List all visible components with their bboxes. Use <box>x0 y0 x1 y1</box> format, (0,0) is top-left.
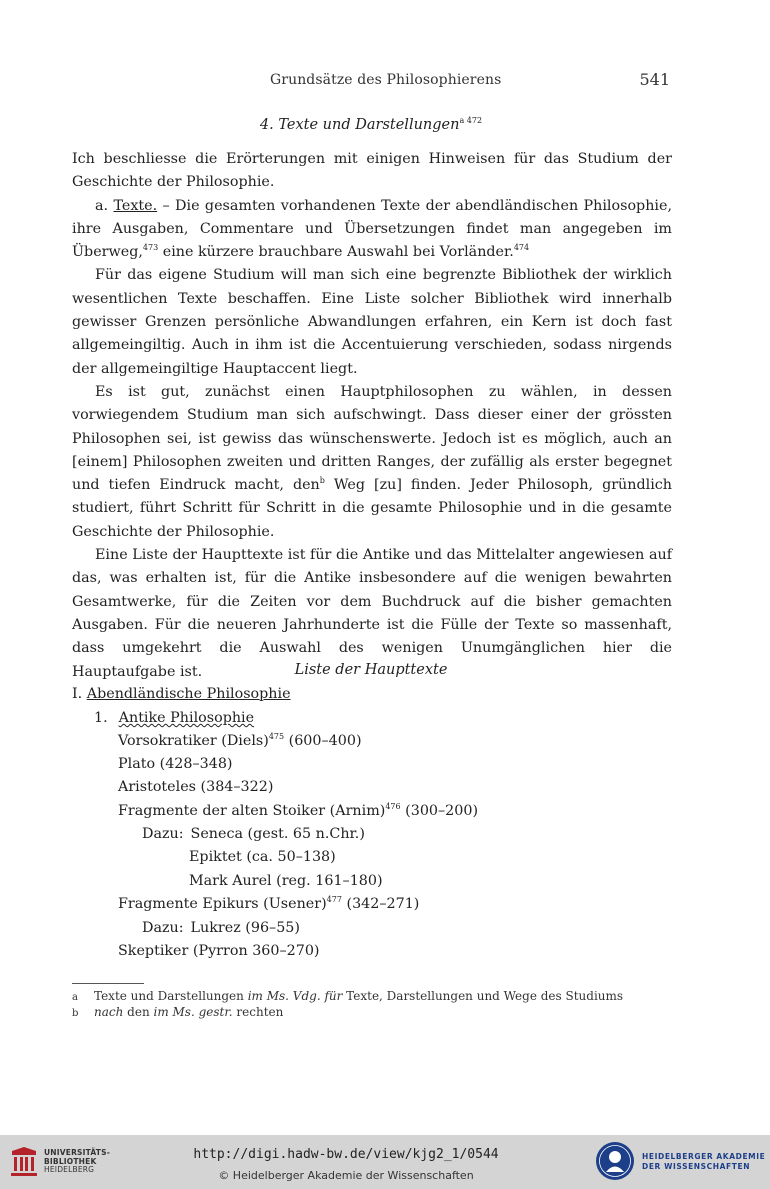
permalink-url[interactable]: http://digi.hadw-bw.de/view/kjg2_1/0544 <box>193 1147 499 1162</box>
paragraph-2-text-a: – Die gesamten vorhandenen Texte der abendländischen Philosophie, ihre Ausgaben, Commentare und Übersetzungen findet man angegeben im Überweg, <box>72 197 672 261</box>
paragraph-4 <box>72 381 672 544</box>
list-item-text: Vorsokratiker (Diels) <box>118 733 269 749</box>
list-item: Epiktet (ca. 50–138) <box>189 849 336 865</box>
footnote-text: rechten <box>232 1005 284 1019</box>
paragraph-3: Für das eigene Studium will man sich eine begrenzte Bibliothek der wirklich wesentlichen Texte beschaffen. Eine Liste solcher Bibliothek wird innerhalb gewisser Grenzen persönliche Abwandlungen erfahren, ein Kern ist doch fast allgemeingiltig. Auch in ihm ist die Accentuierung verschieden, sodass nirgends der allgemeingiltige Hauptaccent liegt. <box>72 267 672 377</box>
running-head: Grundsätze des Philosophierens <box>270 72 502 88</box>
footnote-text: Texte und Darstellungen <box>94 989 248 1003</box>
paragraph-2-text-b: eine kürzere brauchbare Auswahl bei Vorländer. <box>158 244 514 261</box>
list-item: Mark Aurel (reg. 161–180) <box>189 873 383 889</box>
endnote-ref-474: 474 <box>513 243 530 253</box>
library-name-line: BIBLIOTHEK <box>44 1156 97 1166</box>
library-name-line: UNIVERSITÄTS- <box>44 1148 111 1157</box>
footnote-text: Texte, Darstellungen und Wege des Studiums <box>342 989 624 1003</box>
library-name-line: HEIDELBERG <box>44 1165 95 1174</box>
academy-name-line: DER WISSENSCHAFTEN <box>642 1162 751 1171</box>
list-item <box>142 826 365 842</box>
paragraph-4-text-a: Es ist gut, zunächst einen Hauptphilosophen zu wählen, in dessen vorwiegendem Studium man sich aufschwingt. Dass dieser einer der grössten Philosophen sei, ist gewiss das wünschenswerte. Jedoch ist es möglich, auch an [einem] Philosophen zweiten und dritten Ranges, der zufällig als erster begegnet und tiefen Eindruck macht, den <box>72 383 672 494</box>
list-item: Aristoteles (384–322) <box>118 779 274 795</box>
endnote-ref-476: 476 <box>385 802 401 812</box>
underlined-heading-texte: Texte. <box>113 197 158 214</box>
body-text <box>72 148 672 684</box>
footnote-b <box>72 1005 283 1019</box>
endnote-ref-475: 475 <box>268 732 285 742</box>
footnote-text: den <box>123 1005 154 1019</box>
list-title: Liste der Haupttexte <box>294 662 448 678</box>
footnote-a <box>72 989 623 1003</box>
list-item-dates: (600–400) <box>284 733 362 749</box>
list-item-text: Fragmente Epikurs (Usener) <box>118 896 327 912</box>
list-item-label: Dazu: <box>142 920 184 936</box>
paragraph-2-prefix: a. <box>95 197 114 214</box>
list-heading-level-1 <box>72 686 291 702</box>
footnote-editorial: nach <box>94 1005 124 1019</box>
list-heading-level-2 <box>94 710 254 726</box>
list-item-dates: (300–200) <box>400 803 479 819</box>
footnote-mark: a <box>72 992 78 1003</box>
list-subheading-number: 1. <box>94 710 108 726</box>
page-number: 541 <box>639 70 670 89</box>
endnote-ref-473: 473 <box>142 243 159 253</box>
list-item <box>118 733 362 749</box>
list-item: Skeptiker (Pyrron 360–270) <box>118 943 320 959</box>
academy-seal-icon[interactable] <box>595 1141 635 1181</box>
footnote-divider <box>72 983 144 984</box>
list-item <box>118 803 478 819</box>
list-item: Plato (428–348) <box>118 756 233 772</box>
paragraph-4-text-b: Weg [zu] finden. Jeder Philosoph, gründlich studiert, führt Schritt für Schritt in die gesamte Philosophie und in die gesamte Geschichte der Philosophie. <box>72 477 672 540</box>
list-subheading-label: Antike Philosophie <box>118 710 255 726</box>
paragraph-1: Ich beschliesse die Erörterungen mit einigen Hinweisen für das Studium der Geschichte der Philosophie. <box>72 151 672 191</box>
section-title-note: a 472 <box>459 116 483 126</box>
footnote-editorial: im Ms. gestr. <box>153 1005 233 1019</box>
list-item <box>142 920 300 936</box>
copyright-notice: © Heidelberger Akademie der Wissenschaften <box>218 1169 474 1182</box>
section-title-text: 4. Texte und Darstellungen <box>259 117 460 133</box>
list-item-text: Seneca (gest. 65 n.Chr.) <box>190 826 365 842</box>
section-title <box>0 117 742 133</box>
list-item-label: Dazu: <box>142 826 184 842</box>
list-heading-number: I. <box>72 686 87 702</box>
list-item-text: Fragmente der alten Stoiker (Arnim) <box>118 803 386 819</box>
academy-name <box>642 1152 765 1172</box>
paragraph-5: Eine Liste der Haupttexte ist für die Antike und das Mittelalter angewiesen auf das, was erhalten ist, für die Antike insbesondere auf die wenigen bewahrten Gesamtwerke, für die Zeiten vor dem Buchdruck auf die bisher gemachten Ausgaben. Für die neueren Jahrhunderte ist die Fülle der Texte so massenhaft, dass umgekehrt die Auswahl des wenigen Unumgänglichen hier die Hauptaufgabe ist. <box>72 547 672 680</box>
paragraph-2 <box>72 195 672 265</box>
footnote-ref-b: b <box>319 476 325 486</box>
endnote-ref-477: 477 <box>326 895 342 905</box>
academy-name-line: HEIDELBERGER AKADEMIE <box>642 1152 766 1161</box>
list-item <box>118 896 419 912</box>
list-item-text: Lukrez (96–55) <box>190 920 300 936</box>
list-item-dates: (342–271) <box>341 896 420 912</box>
footnote-editorial: im Ms. Vdg. für <box>247 989 343 1003</box>
viewer-footer <box>0 1135 770 1189</box>
footnote-mark: b <box>72 1008 79 1019</box>
list-heading-label: Abendländische Philosophie <box>86 686 291 702</box>
